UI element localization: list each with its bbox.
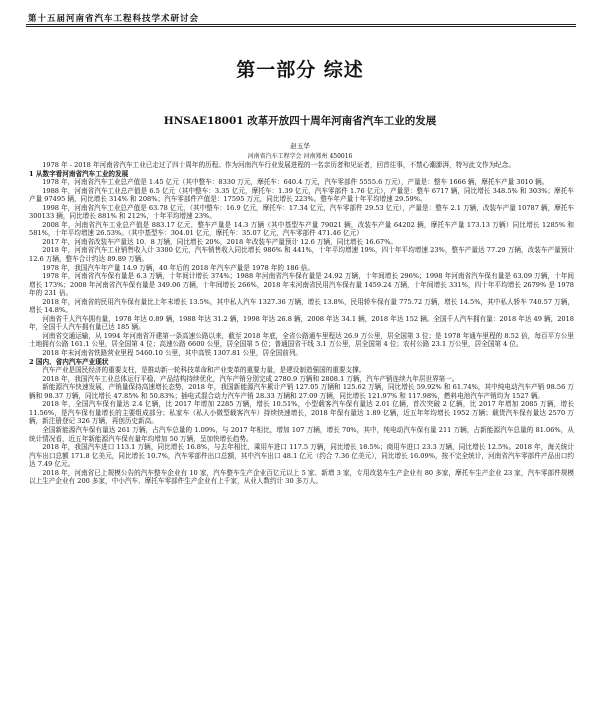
paragraph: 2018 年，河南省已上规模公告的汽车整车企业有 10 家，汽车整车生产企业百亿元以上 5 家、新增 3 家，专用改装车生产企业有 80 多家，摩托车生产企业 23 家，汽车零部件规模以上生产企业有 200 多家，中小汽车、摩托车零部件生产企业有上千家，从业人数约计 30 多万人。 bbox=[29, 468, 574, 486]
paragraph: 1978 年 - 2018 年河南省汽车工业已走过了四十周年的历程。作为河南汽车行业发展进程的一名亲历者和见证者，回首往事，不禁心潮澎湃，特写此文作为纪念。 bbox=[42, 161, 515, 169]
paragraph: 1978 年，河南省汽车保有量是 6.3 万辆，十年间计增长 374%；1988 年河南省汽车保有量是 24.92 万辆，十年间增长 296%；1998 年河南省汽车保有量是 63.09 万辆，十年间增长 173%；2008 年河南省汽车保有量是 349.06 万辆，十年间增长 266%，2018 年末河南省民用汽车保有量 1459.24 万辆，十年间增长 331%，四十年平均增长 2679% 是 1978 年的 231 倍。 bbox=[29, 272, 574, 298]
paragraph: 全国新能源汽车保有量达 261 万辆，占汽车总量的 1.09%，与 2017 年相比，增加 107 万辆，增长 70%，其中，纯电动汽车保有量 211 万辆，占新能源汽车总量的 81.06%，从统计情况看，近五年新能源汽车保有量年均增加 50 万辆，呈加快增长趋势。 bbox=[29, 425, 574, 443]
paragraph: 新能源汽车快速发展，产销量保持高速增长态势，2018 年，我国新能源汽车累计产销 127.05 万辆和 125.62 万辆，同比增长 59.92% 和 61.74%，其中纯电动汽车产销 98.56 万辆和 98.37 万辆，同比增长 47.85% 和 50.83%；插电式混合动力汽车产销 28.33 万辆和 27.09 万辆，同比增长 121.97% 和 117.98%，燃料电池汽车产销均为 1527 辆。 bbox=[29, 383, 574, 400]
paragraph: 1988 年，河南省汽车工业总产值是 6.5 亿元（其中整车：3.35 亿元，摩托车：1.39 亿元，汽车零部件 1.76 亿元），产量是：整车 6717 辆，同比增长 348.5% 和 303%；摩托车产量 97495 辆，同比增长 314% 和 208%；汽车零部件产值是：17595 万元，同比增长 223%。整车年产量十年平均增速 29.59%。 bbox=[29, 186, 574, 204]
paragraph: 河南省交通运输，从 1994 年河南省开建第一条高速公路以来，截至 2018 年底，全省公路通车里程达 26.9 万公里，居全国第 3 位；是 1978 年通车里程的 8.52 倍，每百平方公里土地拥有公路 161.1 公里，居全国第 4 位；高速公路 6600 公里，居全国第 5 位；普通国省干线 3.1 万公里，居全国第 4 位；农村公路 23.1 万公里，居全国第 4 位。 bbox=[29, 331, 574, 349]
paragraph: 河南省千人汽车拥有量，1978 年达 0.89 辆，1988 年达 31.2 辆，1998 年达 26.8 辆，2008 年达 34.1 辆，2018 年达 152 辆。全国千人汽车拥有量：2018 年达 49 辆，2018 年，全国千人汽车拥有量已达 185 辆。 bbox=[29, 314, 574, 332]
paragraph: 1998 年，河南省汽车工业总产值是 63.78 亿元，（其中整车：16.9 亿元，摩托车：17.34 亿元，汽车零部件 29.53 亿元），产量是：整车 2.1 万辆，改装车产量 10787 辆，摩托车 300133 辆，同比增长 881% 和 212%，十年平均增速 23%。 bbox=[29, 203, 574, 221]
paragraph: 2018 年，我国汽车进口 113.1 万辆，同比增长 16.8%，与去年相比，乘用车进口 117.5 万辆，同比增长 18.5%；商用车进口 23.3 万辆，同比增长 12.5%。2018 年，海关统计汽车出口总额 171.8 亿美元，同比增长 10.7%，汽车零部件出口总额，其中汽车出口 48.1 亿元（约合 7.36 亿美元），同比增长 16.09%，按不完全统计，河南省汽车零部件产品出口约达 7.49 亿元。 bbox=[29, 443, 574, 469]
paragraph: 2008 年，河南省汽车工业总产值是 883.17 亿元，整车产量是 14.3 万辆（其中基型车产量 79021 辆，改装车产量 64202 辆，摩托车产量 173.13 万辆）同比增长 1285% 和 581%，十年平均增速 26.53%。（其中基型车：304.01 亿元，摩托车：35.07 亿元，汽车零部件 471.46 亿元） bbox=[29, 220, 574, 238]
paragraph: 2018 年，河南省汽车工业销售收入计 3300 亿元，汽车销售收入同比增长 986% 和 441%，十年平均增速 19%，四十年平均增速 23%，整车产量达 77.29 万辆，改装车产量预计 12.6 万辆，整车合计约达 89.89 万辆。 bbox=[29, 246, 574, 264]
section-heading: 1 从数字看河南省汽车工业的发展 bbox=[29, 169, 129, 178]
paragraph: 1978 年，我国汽车年产量 14.9 万辆，40 年后的 2018 年汽车产量是 1978 年的 186 倍。 bbox=[42, 263, 314, 272]
affiliation: 河南省汽车工程学会 河南郑州 450016 bbox=[247, 153, 353, 160]
article-title: HNSAE18001 改革开放四十周年河南省汽车工业的发展 bbox=[163, 115, 437, 127]
paragraph: 汽车产业是国民经济的重要支柱，是推动新一轮科技革命和产业变革的重要力量，是建设制造强国的重要支撑。 bbox=[42, 366, 366, 375]
paragraph: 2018 年，全国汽车保有量达 2.4 亿辆，比 2017 年增加 2285 万辆，增长 10.51%，小型载客汽车保有量达 2.01 亿辆，首次突破 2 亿辆，比 2017 年增加 2085 万辆，增长 11.56%，是汽车保有量增长的主要组成部分；私家车（私人小微型载客汽车）持续快速增长，2018 年保有量达 1.89 亿辆，近五年年均增长 1952 万辆；载货汽车保有量达 2570 万辆，新注册登记 326 万辆，再创历史新高。 bbox=[29, 400, 574, 426]
paragraph: 2018 年，我国汽车工业总体运行平稳，产品结构持续优化，汽车产销分别完成 2780.9 万辆和 2808.1 万辆，汽车产销连续九年居世界第一。 bbox=[42, 374, 459, 383]
paragraph: 1978 年，河南省汽车工业总产值是 1.45 亿元（其中整车：8330 万元，摩托车：640.4 万元，汽车零部件 5555.6 万元），产量是：整车 1666 辆，摩托车产量 3010 辆。 bbox=[42, 178, 549, 187]
header-rule-bottom bbox=[26, 26, 576, 27]
paragraph: 2018 年，河南省的民用汽车保有量比上年末增长 13.5%，其中私人汽车 1327.36 万辆，增长 13.8%，民用轿车保有量 775.72 万辆，增长 14.5%，其中私人轿车 740.57 万辆，增长 14.8%。 bbox=[29, 297, 574, 315]
running-header: 第十五届河南省汽车工程科技学术研讨会 bbox=[28, 14, 200, 24]
section-heading: 2 国内、省内汽车产业现状 bbox=[29, 357, 109, 366]
part-title: 第一部分 综述 bbox=[236, 59, 364, 81]
author: 赵玉华 bbox=[290, 142, 310, 150]
article-body bbox=[29, 161, 574, 486]
paragraph: 2018 年末河南省铁路营业里程 5460.10 公里，其中高铁 1307.81 公里，居全国前列。 bbox=[42, 349, 303, 358]
paragraph: 2017 年，河南省改装车产量达 10．8 万辆，同比增长 20%，2018 年改装车产量预计 12.6 万辆，同比增长 16.67%。 bbox=[42, 237, 397, 246]
header-rule-top bbox=[26, 24, 576, 25]
